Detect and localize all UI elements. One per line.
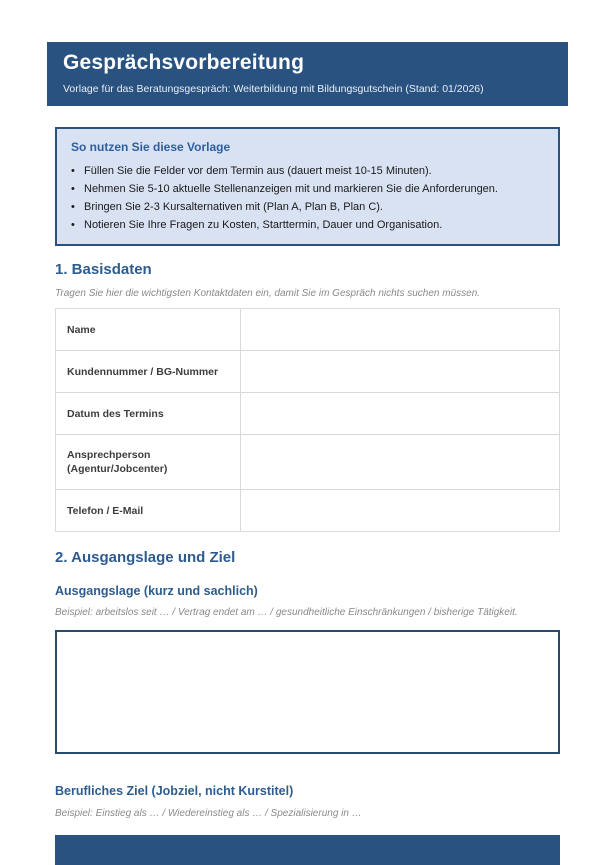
- row-label-name: Name: [56, 309, 241, 351]
- row-label-ansprechperson: Ansprechperson (Agentur/Jobcenter): [56, 435, 241, 490]
- ausgangslage-hint: Beispiel: arbeitslos seit … / Vertrag endet am … / gesundheitliche Einschränkungen / bisherige Tätigkeit.: [55, 607, 518, 618]
- row-value-ansprechperson[interactable]: [241, 435, 560, 490]
- usage-bullet: • Füllen Sie die Felder vor dem Termin aus (dauert meist 10-15 Minuten).: [71, 162, 544, 180]
- section-heading-basisdaten: 1. Basisdaten: [55, 261, 152, 278]
- row-label-telefon: Telefon / E-Mail: [56, 490, 241, 532]
- table-row: [56, 393, 560, 435]
- row-value-datum[interactable]: [241, 393, 560, 435]
- table-row: [56, 309, 560, 351]
- row-value-name[interactable]: [241, 309, 560, 351]
- ausgangslage-input-box[interactable]: [55, 630, 560, 754]
- table-row: [56, 351, 560, 393]
- usage-bullet-list: [71, 162, 544, 234]
- row-label-kundennummer: Kundennummer / BG-Nummer: [56, 351, 241, 393]
- row-value-telefon[interactable]: [241, 490, 560, 532]
- usage-info-box: [55, 127, 560, 246]
- table-row: [56, 435, 560, 490]
- basisdaten-table: [55, 308, 560, 532]
- document-subtitle: Vorlage für das Beratungsgespräch: Weiterbildung mit Bildungsgutschein (Stand: 01/2026): [63, 83, 484, 95]
- document-title: Gesprächsvorbereitung: [63, 51, 305, 74]
- sub-heading-ausgangslage: Ausgangslage (kurz und sachlich): [55, 584, 258, 598]
- berufliches-ziel-hint: Beispiel: Einstieg als … / Wiedereinstieg als … / Spezialisierung in …: [55, 808, 362, 819]
- usage-bullet: • Nehmen Sie 5-10 aktuelle Stellenanzeigen mit und markieren Sie die Anforderungen.: [71, 180, 544, 198]
- usage-bullet: • Notieren Sie Ihre Fragen zu Kosten, Starttermin, Dauer und Organisation.: [71, 216, 544, 234]
- row-value-kundennummer[interactable]: [241, 351, 560, 393]
- section-heading-ausgangslage-und-ziel: 2. Ausgangslage und Ziel: [55, 549, 236, 566]
- table-row: [56, 490, 560, 532]
- usage-bullet: • Bringen Sie 2-3 Kursalternativen mit (Plan A, Plan B, Plan C).: [71, 198, 544, 216]
- row-label-datum: Datum des Termins: [56, 393, 241, 435]
- document-header: [47, 42, 568, 106]
- sub-heading-berufliches-ziel: Berufliches Ziel (Jobziel, nicht Kurstitel): [55, 784, 294, 798]
- usage-box-title: So nutzen Sie diese Vorlage: [71, 140, 231, 154]
- basisdaten-hint: Tragen Sie hier die wichtigsten Kontaktdaten ein, damit Sie im Gespräch nichts suchen müssen.: [55, 288, 481, 299]
- berufliches-ziel-input-box[interactable]: [55, 835, 560, 865]
